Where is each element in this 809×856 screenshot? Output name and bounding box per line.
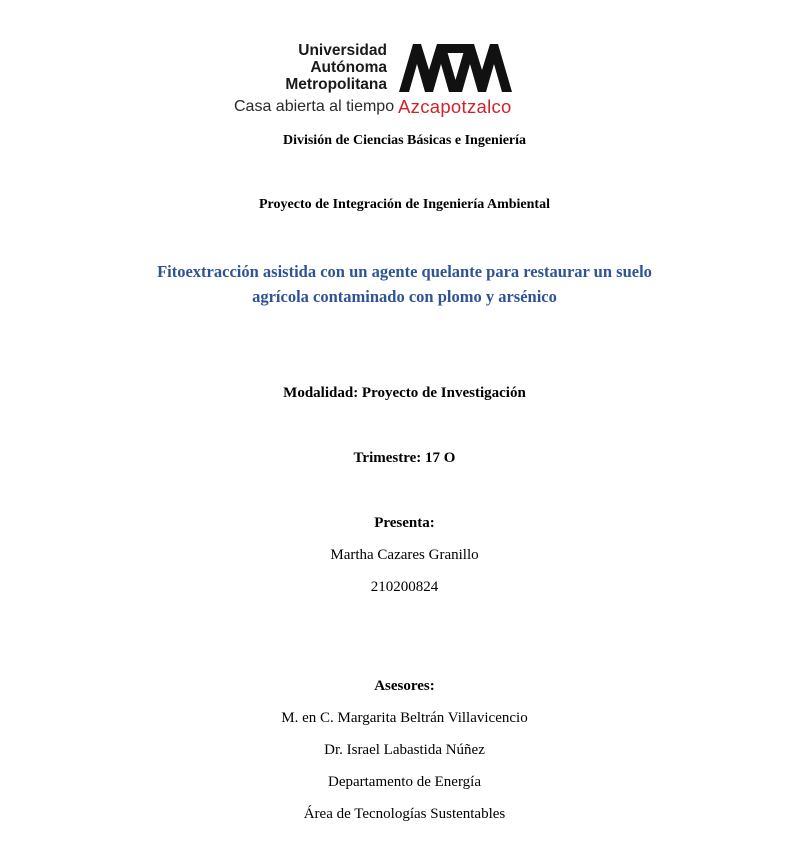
logo-tagline: Casa abierta al tiempo — [234, 98, 395, 115]
division-heading: División de Ciencias Básicas e Ingeniería — [282, 133, 527, 148]
area: Área de Tecnologías Sustentables — [303, 806, 506, 822]
advisor-item: Dr. Israel Labastida Núñez — [324, 742, 485, 758]
trimester: Trimestre: 17 O — [353, 450, 456, 466]
university-logo — [232, 42, 532, 120]
uam-logo-mark-icon — [399, 44, 512, 92]
logo-campus: Azcapotzalco — [398, 96, 512, 117]
presenta-label: Presenta: — [374, 515, 435, 531]
advisors-label: Asesores: — [374, 678, 435, 694]
author-id: 210200824 — [370, 579, 439, 595]
logo-name-line3: Metropolitana — [285, 76, 387, 93]
author-name: Martha Cazares Granillo — [330, 547, 479, 563]
department: Departamento de Energía — [328, 774, 481, 790]
modality: Modalidad: Proyecto de Investigación — [283, 385, 526, 401]
project-type: Proyecto de Integración de Ingeniería Ambiental — [259, 197, 550, 212]
document-title-line2: agrícola contaminado con plomo y arsénico — [252, 287, 557, 306]
logo-name-line1: Universidad — [298, 42, 387, 59]
advisor-item: M. en C. Margarita Beltrán Villavicencio — [281, 710, 528, 726]
document-title-line1: Fitoextracción asistida con un agente quelante para restaurar un suelo — [157, 262, 652, 281]
logo-name-line2: Autónoma — [310, 59, 387, 76]
